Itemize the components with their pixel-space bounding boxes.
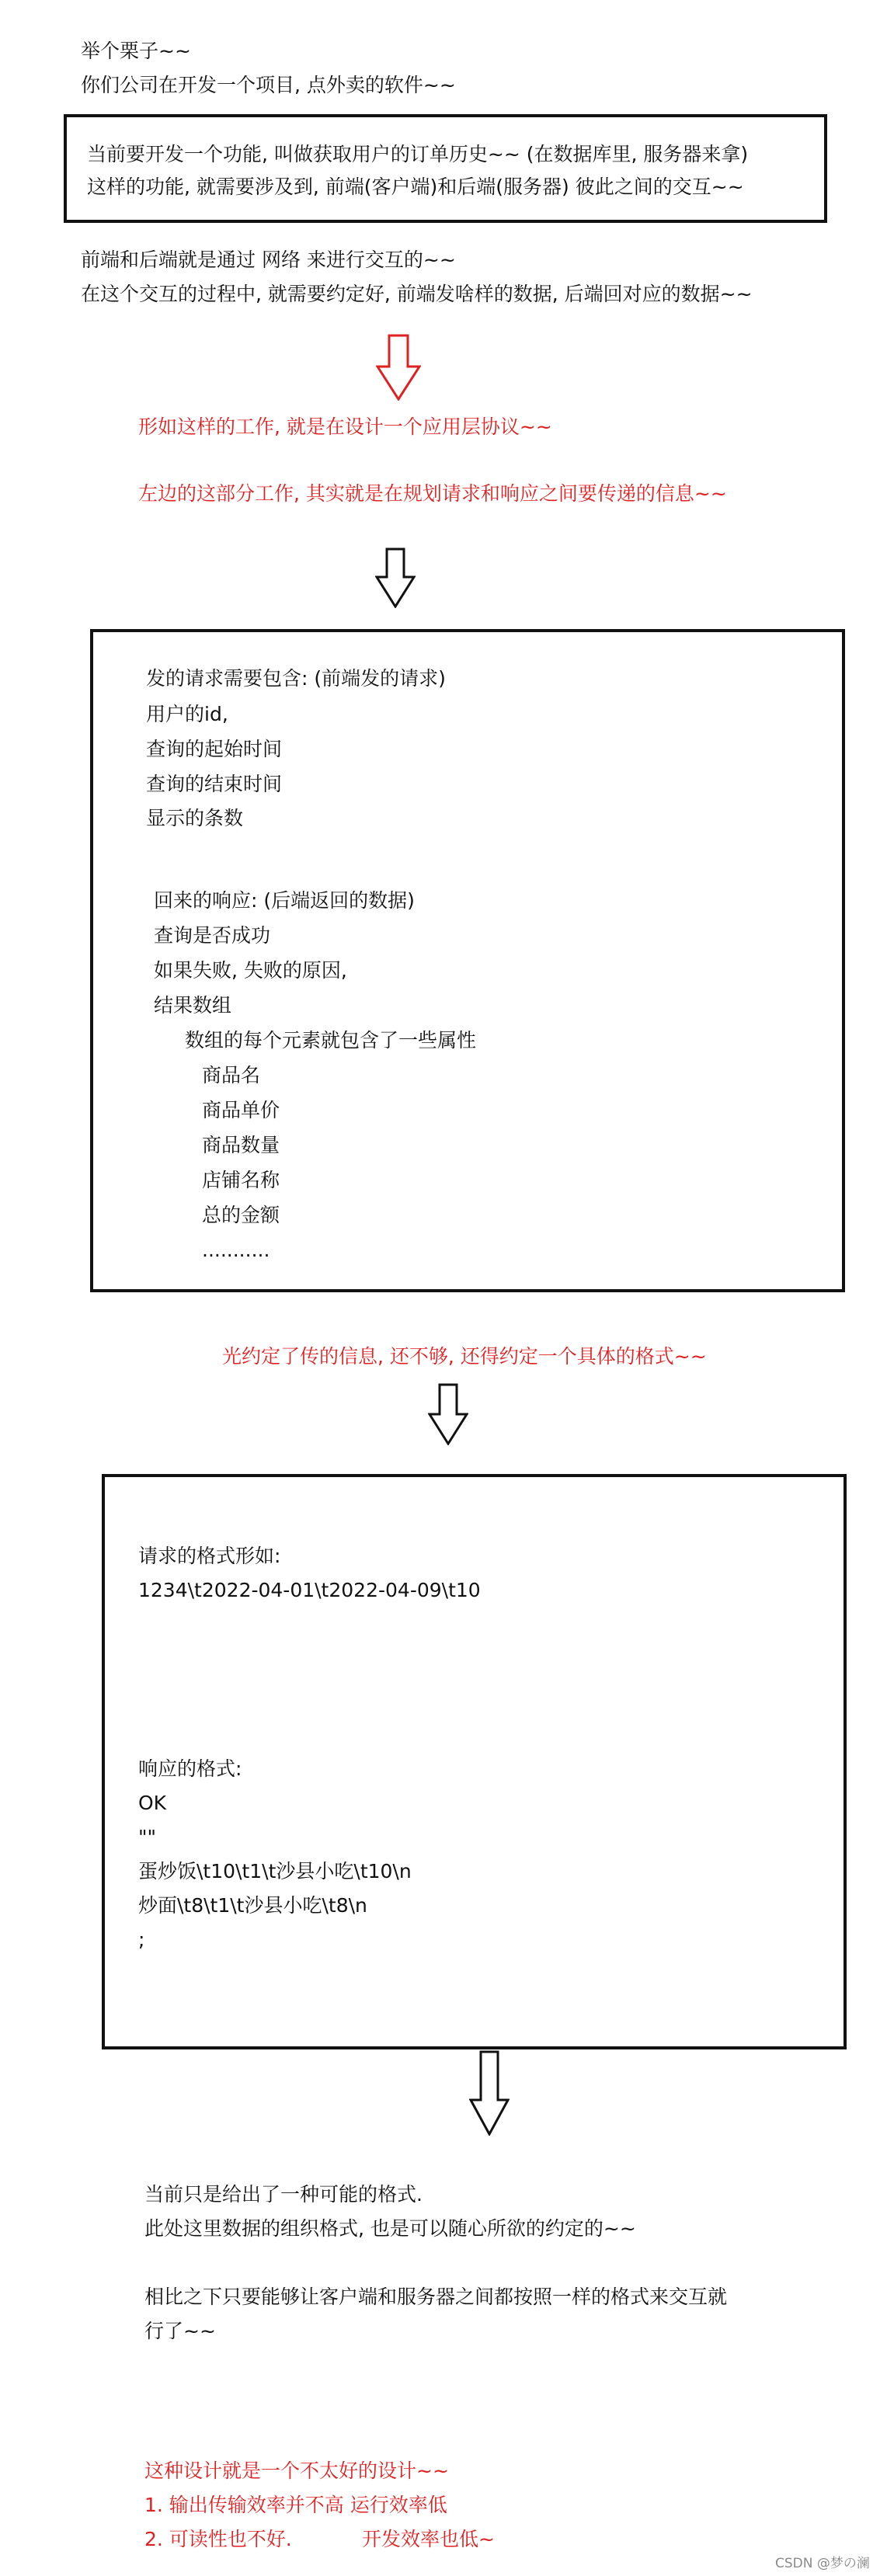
request-title: 发的请求需要包含: (前端发的请求) [146,667,446,690]
critique-point-2: 2. 可读性也不好. [144,2528,292,2550]
feature-box [64,114,827,223]
feature-line-2: 这样的功能, 就需要涉及到, 前端(客户端)和后端(服务器) 彼此之间的交互~~ [87,176,744,198]
request-format-value: 1234\t2022-04-01\t2022-04-09\t10 [138,1579,481,1601]
protocol-note: 形如这样的工作, 就是在设计一个应用层协议~~ [138,415,552,438]
design-critique: 这种设计就是一个不太好的设计~~ [144,2460,449,2482]
request-item: 查询的起始时间 [146,738,283,760]
array-item: 商品名 [202,1064,261,1086]
down-arrow-icon [375,548,416,608]
network-line-1: 前端和后端就是通过 网络 来进行交互的~~ [81,249,456,271]
format-remark-line-1: 当前只是给出了一种可能的格式. [144,2183,423,2206]
down-arrow-icon [376,334,421,401]
format-box [102,1474,847,2049]
response-item: 查询是否成功 [154,924,271,947]
message-content-box [90,629,845,1292]
format-remark-line-2: 此处这里数据的组织格式, 也是可以随心所欲的约定的~~ [144,2217,636,2240]
response-format-line: "" [138,1826,156,1848]
format-note: 光约定了传的信息, 还不够, 还得约定一个具体的格式~~ [222,1345,707,1368]
request-item: 用户的id, [146,703,228,725]
array-item: 商品单价 [202,1099,280,1121]
watermark: CSDN @梦の澜 [775,2556,870,2571]
down-arrow-icon [469,2050,510,2136]
array-item: ........... [202,1239,270,1261]
feature-line-1: 当前要开发一个功能, 叫做获取用户的订单历史~~ (在数据库里, 服务器来拿) [87,143,749,165]
array-item: 总的金额 [202,1204,280,1226]
array-item: 店铺名称 [202,1169,280,1191]
request-item: 查询的结束时间 [146,773,283,795]
array-title: 数组的每个元素就包含了一些属性 [185,1029,477,1052]
intro-line-1: 举个栗子~~ [81,40,191,62]
critique-point-1: 1. 输出传输效率并不高 运行效率低 [144,2494,447,2516]
intro-line-2: 你们公司在开发一个项目, 点外卖的软件~~ [81,74,456,96]
response-item: 如果失败, 失败的原因, [154,959,347,982]
format-remark-line-4: 行了~~ [144,2320,216,2342]
critique-point-2-extra: 开发效率也低~ [362,2528,495,2550]
format-remark-line-3: 相比之下只要能够让客户端和服务器之间都按照一样的格式来交互就 [144,2286,728,2308]
response-format-line: 蛋炒饭\t10\t1\t沙县小吃\t10\n [138,1860,412,1882]
info-planning-note: 左边的这部分工作, 其实就是在规划请求和响应之间要传递的信息~~ [138,482,727,505]
array-item: 商品数量 [202,1134,280,1156]
response-format-line: ; [138,1928,145,1951]
response-item: 结果数组 [154,994,232,1017]
response-format-line: OK [138,1792,167,1814]
request-format-label: 请求的格式形如: [138,1545,281,1567]
response-format-label: 响应的格式: [138,1757,242,1780]
request-item: 显示的条数 [146,807,244,829]
response-title: 回来的响应: (后端返回的数据) [154,889,415,912]
network-line-2: 在这个交互的过程中, 就需要约定好, 前端发啥样的数据, 后端回对应的数据~~ [81,283,753,305]
down-arrow-icon [428,1383,468,1445]
response-format-line: 炒面\t8\t1\t沙县小吃\t8\n [138,1894,367,1917]
